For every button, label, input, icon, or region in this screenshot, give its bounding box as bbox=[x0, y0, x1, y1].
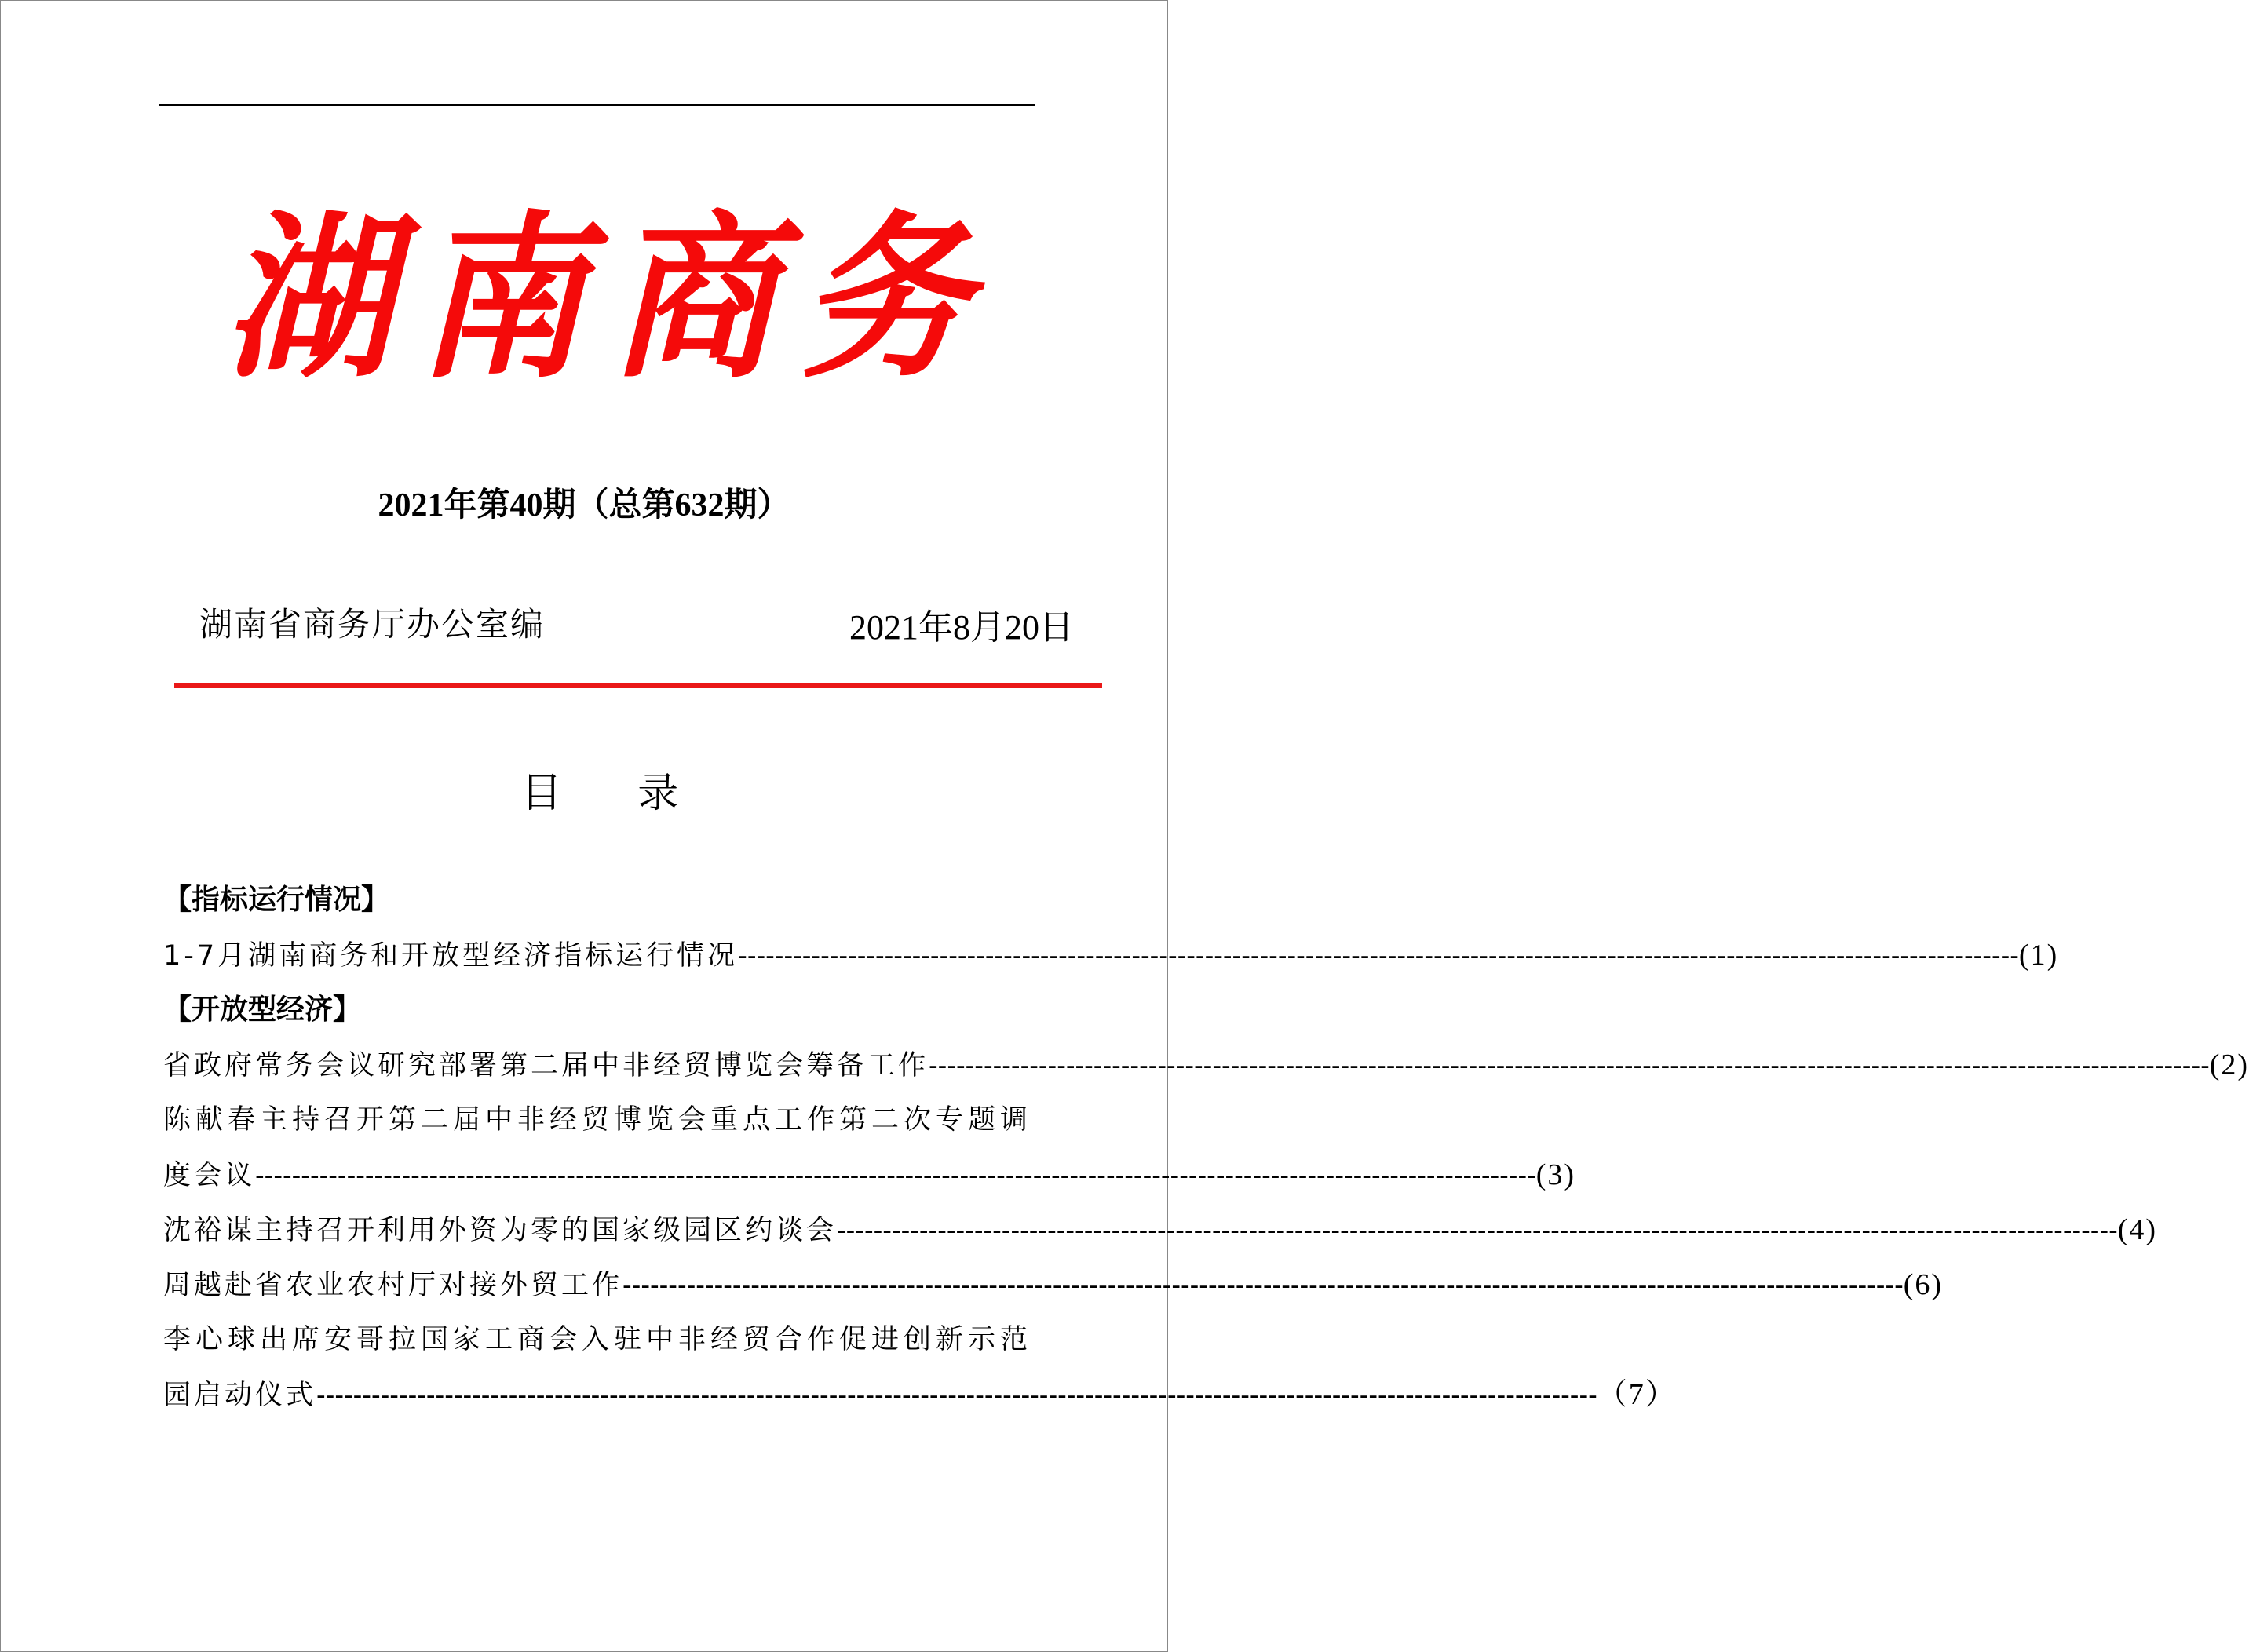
toc-entry[interactable] bbox=[163, 1038, 2249, 1092]
toc-entry-title-line1: 李心球出席安哥拉国家工商会入驻中非经贸合作促进创新示范 bbox=[163, 1324, 1033, 1355]
masthead-title: 湖南商务 bbox=[224, 193, 993, 403]
leader-dots: -------------------------------------------------------------------------------------------------------------------------------------------- bbox=[929, 1050, 2210, 1081]
leader-dots: -------------------------------------------------------------------------------------------------------------------------------------------- bbox=[255, 1160, 1536, 1191]
toc-entry-page: （7） bbox=[1597, 1378, 1677, 1411]
toc-entry-page: (4) bbox=[2117, 1213, 2158, 1246]
publish-date: 2021年8月20日 bbox=[849, 608, 1074, 647]
section-heading: 【开放型经济】 bbox=[163, 994, 362, 1026]
toc-entry-page: (3) bbox=[1535, 1158, 1576, 1191]
toc-entry-title: 省政府常务会议研究部署第二届中非经贸博览会筹备工作 bbox=[163, 1050, 929, 1081]
table-of-contents bbox=[163, 873, 2249, 1422]
toc-entry-title: 周越赴省农业农村厅对接外贸工作 bbox=[163, 1270, 623, 1301]
leader-dots: -------------------------------------------------------------------------------------------------------------------------------------------- bbox=[316, 1380, 1597, 1410]
toc-entry-page: (2) bbox=[2209, 1048, 2249, 1081]
toc-entry[interactable] bbox=[163, 1257, 1944, 1312]
leader-dots: -------------------------------------------------------------------------------------------------------------------------------------------- bbox=[622, 1270, 1904, 1300]
toc-entry-page: (6) bbox=[1903, 1268, 1944, 1301]
toc-entry-title-line1: 陈献春主持召开第二届中非经贸博览会重点工作第二次专题调 bbox=[163, 1104, 1033, 1136]
publisher-name: 湖南省商务厅办公室编 bbox=[199, 605, 546, 644]
top-rule bbox=[159, 104, 1035, 106]
toc-entry[interactable] bbox=[163, 1312, 1677, 1422]
toc-entry-title: 1-7月湖南商务和开放型经济指标运行情况 bbox=[163, 940, 739, 972]
red-divider bbox=[174, 683, 1102, 688]
toc-title: 目 录 bbox=[520, 770, 710, 817]
toc-entry[interactable] bbox=[163, 928, 2059, 983]
section-heading: 【指标运行情况】 bbox=[163, 884, 390, 916]
leader-dots: -------------------------------------------------------------------------------------------------------------------------------------------- bbox=[738, 940, 2019, 971]
toc-entry[interactable] bbox=[163, 1092, 1576, 1202]
toc-entry-page: (1) bbox=[2018, 939, 2059, 972]
toc-entry-title-line2: 度会议 bbox=[163, 1160, 256, 1191]
toc-entry-title: 沈裕谋主持召开利用外资为零的国家级园区约谈会 bbox=[163, 1215, 838, 1246]
toc-entry[interactable] bbox=[163, 1202, 2158, 1257]
toc-entry-title-line2: 园启动仪式 bbox=[163, 1380, 317, 1411]
leader-dots: -------------------------------------------------------------------------------------------------------------------------------------------- bbox=[837, 1215, 2118, 1245]
issue-number: 2021年第40期（总第632期） bbox=[378, 487, 790, 523]
